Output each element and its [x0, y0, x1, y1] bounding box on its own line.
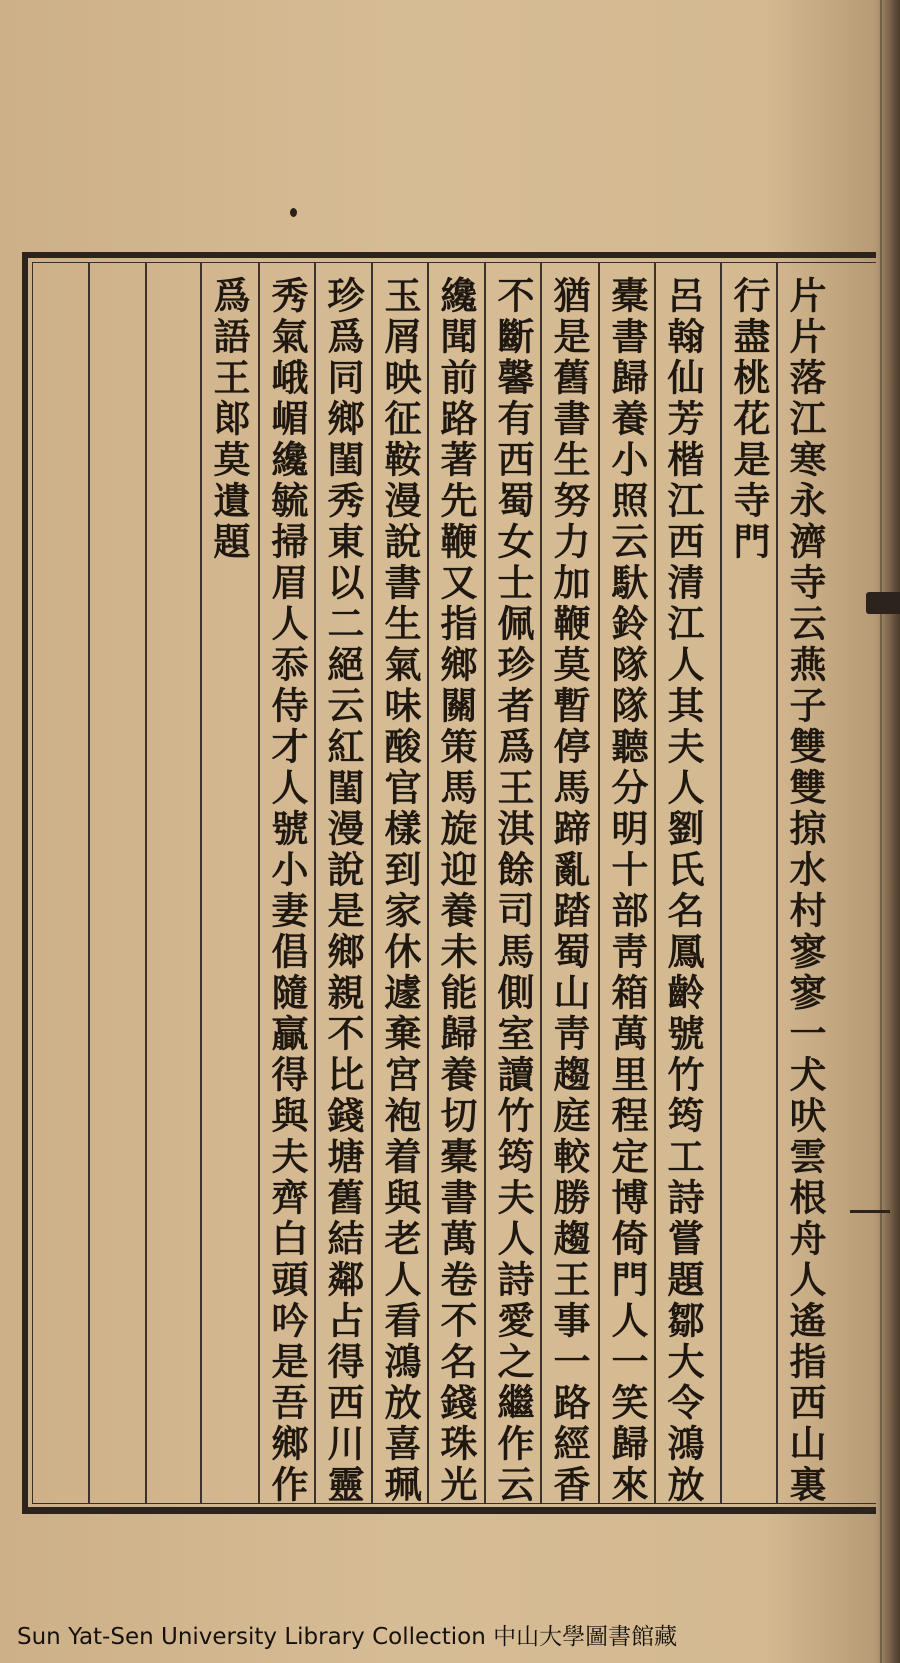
column-rule [598, 263, 600, 1503]
column-rule [258, 263, 260, 1503]
column-rule [720, 263, 722, 1503]
column-rule [371, 263, 373, 1503]
text-column: 呂翰仙芳楷江西清江人其夫人劉氏名鳳齡號竹筠工詩嘗題鄒大令鴻放 [661, 276, 705, 1506]
ink-spot [290, 208, 297, 217]
column-rule [540, 263, 542, 1503]
column-rule [314, 263, 316, 1503]
text-column: 橐書歸養小照云馱鈴隊隊聽分明十部靑箱萬里程定博倚門人一笑歸來 [605, 276, 649, 1506]
page-tab-mark [866, 592, 900, 614]
page-number-mark [850, 1210, 890, 1213]
column-rule [88, 263, 90, 1503]
column-rule [427, 263, 429, 1503]
library-caption: Sun Yat-Sen University Library Collection 中山大學圖書館藏 [17, 1624, 678, 1650]
column-rule [200, 263, 202, 1503]
column-rule [654, 263, 656, 1503]
text-column: 玉屑映征鞍漫說書生氣味酸官樣到家休遽棄宮袍着與老人看鴻放喜珮 [378, 276, 422, 1506]
text-column: 纔聞前路著先鞭又指鄉關策馬旋迎養未能歸養切橐書萬卷不名錢珠光 [434, 276, 478, 1506]
column-rule [776, 263, 778, 1503]
column-rule [145, 263, 147, 1503]
column-rule [484, 263, 486, 1503]
text-column: 行盡桃花是寺門 [727, 276, 771, 563]
text-column: 片片落江寒永濟寺云燕子雙雙掠水村寥寥一犬吠雲根舟人遙指西山裏 [783, 276, 827, 1506]
text-column: 爲語王郞莫遺題 [207, 276, 251, 563]
text-column: 秀氣峨嵋纔毓掃眉人忝侍才人號小妻倡隨贏得與夫齊白頭吟是吾鄉作 [265, 276, 309, 1506]
text-column: 不斷馨有西蜀女士佩珍者爲王淇餘司馬側室讀竹筠夫人詩愛之繼作云 [491, 276, 535, 1506]
page-fold-line [880, 0, 882, 1663]
text-column: 猶是舊書生努力加鞭莫暫停馬蹄亂踏蜀山靑趨庭較勝趨王事一路經香 [547, 276, 591, 1506]
text-column: 珍爲同鄉閨秀東以二絕云紅閨漫說是鄉親不比錢塘舊結鄰占得西川靈 [321, 276, 365, 1506]
